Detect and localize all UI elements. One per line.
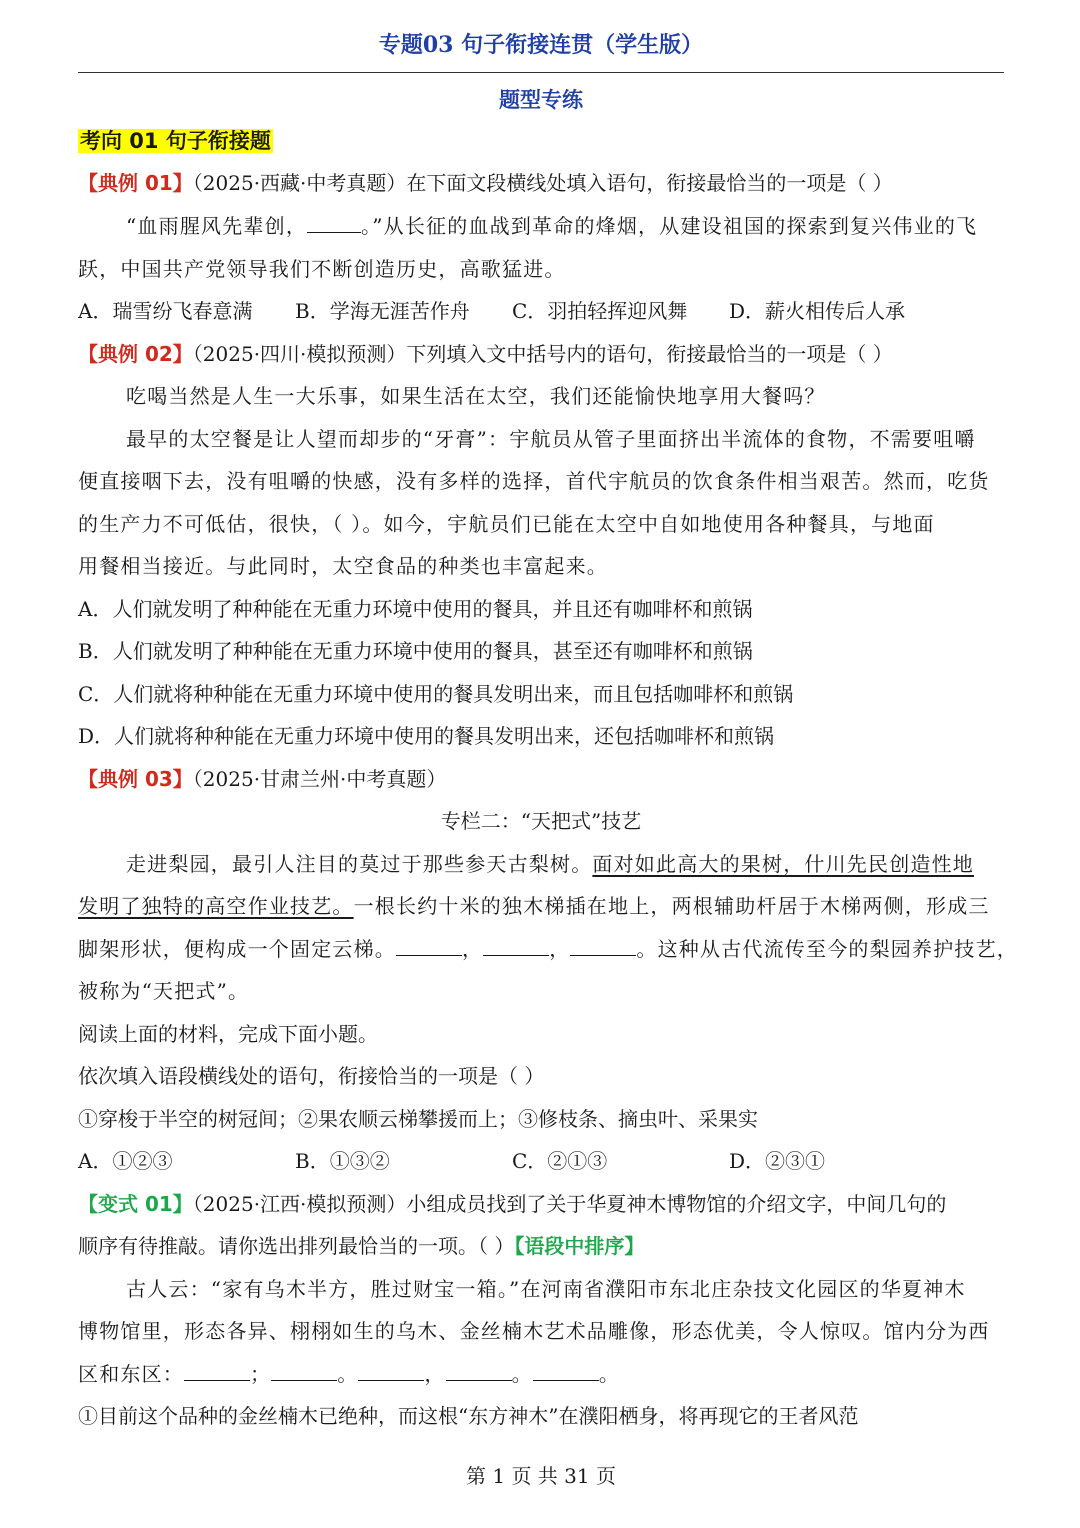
option-c: C．人们就将种种能在无重力环境中使用的餐具发明出来，而且包括咖啡杯和煎锅 [78,682,794,706]
option-d: D．人们就将种种能在无重力环境中使用的餐具发明出来，还包括咖啡杯和煎锅 [78,724,775,748]
example-03-stem: 【典例 03】（2025·甘肃兰州·中考真题） [78,767,447,791]
example-03-passage-line: 发明了独特的高空作业技艺。一根长约十米的独木梯插在地上，两根辅助杆居于木梯两侧，形成三 [78,894,990,918]
example-02-passage-line: 便直接咽下去，没有咀嚼的快感，没有多样的选择，首代宇航员的饮食条件相当艰苦。然而，吃货 [78,469,990,493]
example-tag: 【典例 03】 [78,767,193,791]
example-01-options [78,296,1004,326]
underlined-sentence: 面对如此高大的果树，什川先民创造性地 [592,852,975,876]
section-title: 题型专练 [499,87,583,112]
fill-blank [358,1362,424,1381]
variant-01-stem-cont: 顺序有待推敲。请你选出排列最恰当的一项。（ ）【语段中排序】 [78,1234,645,1258]
page-footer: 第 1 页 共 31 页 [466,1464,616,1488]
variant-01-stem: 【变式 01】（2025·江西·模拟预测）小组成员找到了关于华夏神木博物馆的介绍文字，中间几句的 [78,1192,947,1216]
underlined-sentence: 发明了独特的高空作业技艺。 [78,894,354,918]
fill-blank [570,937,636,956]
option-b: B．①③② [295,1149,390,1173]
example-02-stem: 【典例 02】（2025·四川·模拟预测）下列填入文中括号内的语句，衔接最恰当的一项是（ ） [78,342,893,366]
example-02-passage-line: 的生产力不可低估，很快，（ ）。如今，宇航员们已能在太空中自如地使用各种餐具，与地面 [78,512,935,536]
variant-01-passage-line: 古人云：“家有乌木半方，胜过财宝一箱。”在河南省濮阳市东北庄杂技文化园区的华夏神木 [126,1277,966,1301]
example-02-passage-line: 最早的太空餐是让人望而却步的“牙膏”：宇航员从管子里面挤出半流体的食物，不需要咀嚼 [126,427,976,451]
example-02-passage-line: 用餐相当接近。与此同时，太空食品的种类也丰富起来。 [78,554,608,578]
option-c: C．②①③ [512,1149,608,1173]
option-b: B．学海无涯苦作舟 [295,299,470,323]
fill-blank [307,214,361,233]
fill-blank [446,1362,512,1381]
topic-heading [78,126,1004,156]
example-03-passage-line: 走进梨园，最引人注目的莫过于那些参天古梨树。面对如此高大的果树，什川先民创造性地 [126,852,975,876]
sentence-item: ①目前这个品种的金丝楠木已绝种，而这根“东方神木”在濮阳栖身，将再现它的王者风范 [78,1404,859,1428]
sentence-items: ①穿梭于半空的树冠间；②果农顺云梯攀援而上；③修枝条、摘虫叶、采果实 [78,1107,758,1131]
example-01-stem: 【典例 01】（2025·西藏·中考真题）在下面文段横线处填入语句，衔接最恰当的一项是（ ） [78,171,893,195]
option-a: A．瑞雪纷飞春意满 [78,299,253,323]
example-tag: 【典例 01】 [78,171,193,195]
option-d: D．②③① [729,1149,826,1173]
fill-blank [396,937,462,956]
option-b: B．人们就发明了种种能在无重力环境中使用的餐具，甚至还有咖啡杯和煎锅 [78,639,753,663]
example-03-options [78,1146,1004,1176]
option-a: A．①②③ [78,1149,173,1173]
fill-blank [271,1362,337,1381]
variant-01-passage-line: 区和东区： ； 。 ， 。 。 [78,1362,621,1386]
example-tag: 【典例 02】 [78,342,193,366]
option-d: D．薪火相传后人承 [729,299,906,323]
fill-blank [483,937,549,956]
variant-01-passage-line: 博物馆里，形态各异、栩栩如生的乌木、金丝楠木艺术品雕像，形态优美，令人惊叹。馆内分为西 [78,1319,990,1343]
document-title: 专题03 句子衔接连贯（学生版） [378,32,704,58]
example-03-passage-line: 脚架形状，便构成一个固定云梯。 ， ， 。这种从古代流传至今的梨园养护技艺， [78,937,1019,961]
question-text: 依次填入语段横线处的语句，衔接恰当的一项是（ ） [78,1064,545,1088]
fill-blank [533,1362,599,1381]
example-03-passage-line: 被称为“天把式”。 [78,979,250,1003]
topic-label: 考向 01 句子衔接题 [80,129,271,153]
fill-blank [184,1362,250,1381]
column-title: 专栏二：“天把式”技艺 [440,809,642,833]
example-02-passage-line: 吃喝当然是人生一大乐事，如果生活在太空，我们还能愉快地享用大餐吗？ [126,384,826,408]
option-c: C．羽拍轻挥迎风舞 [512,299,688,323]
reading-instruction: 阅读上面的材料，完成下面小题。 [78,1022,378,1046]
header-divider [78,72,1004,73]
option-a: A．人们就发明了种种能在无重力环境中使用的餐具，并且还有咖啡杯和煎锅 [78,597,753,621]
sorting-tag: 【语段中排序】 [514,1234,645,1258]
variant-tag: 【变式 01】 [78,1192,193,1216]
example-01-passage-line: 跃，中国共产党领导我们不断创造历史，高歌猛进。 [78,257,566,281]
example-01-passage-line: “血雨腥风先辈创， 。”从长征的血战到革命的烽烟，从建设祖国的探索到复兴伟业的飞 [126,214,978,238]
